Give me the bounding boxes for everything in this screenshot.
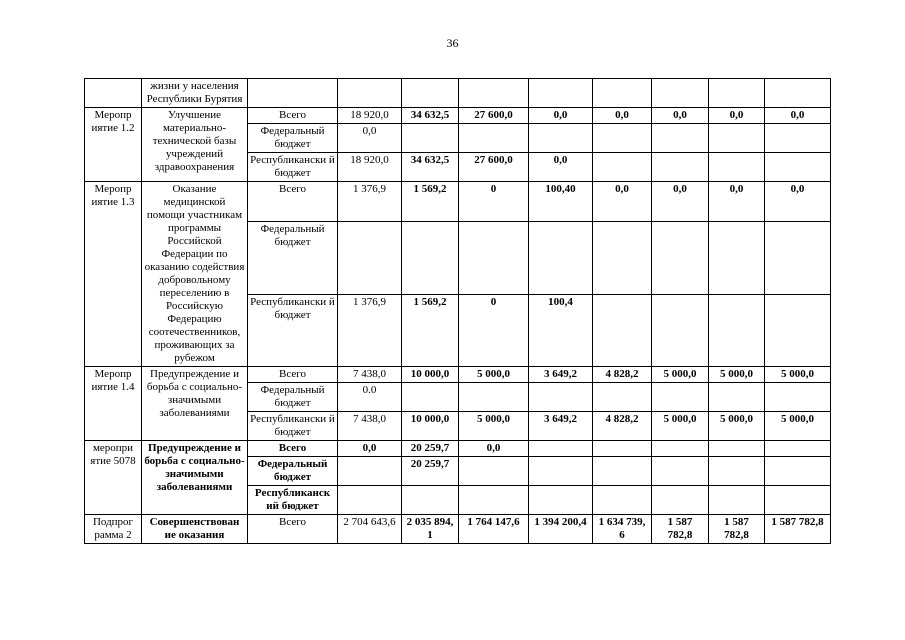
value-cell xyxy=(652,441,709,457)
value-cell xyxy=(765,486,831,515)
value-cell xyxy=(593,124,652,153)
value-cell: 34 632,5 xyxy=(402,108,459,124)
value-cell xyxy=(593,383,652,412)
source-cell: Федеральный бюджет xyxy=(248,222,338,295)
value-cell xyxy=(529,457,593,486)
source-cell: Федеральный бюджет xyxy=(248,124,338,153)
description-cell: Улучшение материально-технической базы учреждений здравоохранения xyxy=(142,108,248,182)
table-row xyxy=(85,515,831,544)
value-cell: 34 632,5 xyxy=(402,153,459,182)
description-cell: Предупреждение и борьба с социально-значимыми заболеваниями xyxy=(142,441,248,515)
value-cell: 0,0 xyxy=(459,441,529,457)
value-cell xyxy=(338,486,402,515)
value-cell: 0,0 xyxy=(529,108,593,124)
row-label-cell: Меропр иятие 1.4 xyxy=(85,367,142,441)
value-cell xyxy=(765,383,831,412)
value-cell: 1 587 782,8 xyxy=(709,515,765,544)
value-cell xyxy=(459,457,529,486)
value-cell: 0.0 xyxy=(338,383,402,412)
table-row xyxy=(85,182,831,222)
value-cell xyxy=(709,457,765,486)
value-cell xyxy=(765,124,831,153)
value-cell: 0,0 xyxy=(709,108,765,124)
value-cell xyxy=(593,457,652,486)
value-cell xyxy=(652,124,709,153)
value-cell xyxy=(529,441,593,457)
value-cell: 20 259,7 xyxy=(402,457,459,486)
value-cell xyxy=(709,79,765,108)
value-cell xyxy=(338,222,402,295)
value-cell: 27 600,0 xyxy=(459,153,529,182)
table-row xyxy=(85,367,831,383)
value-cell: 0,0 xyxy=(593,182,652,222)
value-cell xyxy=(709,383,765,412)
table-row xyxy=(85,441,831,457)
description-cell: Совершенствован ие оказания xyxy=(142,515,248,544)
value-cell xyxy=(709,294,765,367)
value-cell xyxy=(765,153,831,182)
value-cell: 0,0 xyxy=(338,124,402,153)
source-cell: Федеральный бюджет xyxy=(248,383,338,412)
value-cell xyxy=(338,79,402,108)
value-cell xyxy=(459,486,529,515)
value-cell: 27 600,0 xyxy=(459,108,529,124)
value-cell: 1 764 147,6 xyxy=(459,515,529,544)
description-cell: Оказание медицинской помощи участникам программы Российской Федерации по оказанию содействия добровольному переселению в Российскую Федерацию соотечественников, проживающих за рубежом xyxy=(142,182,248,367)
value-cell xyxy=(593,79,652,108)
value-cell: 0,0 xyxy=(593,108,652,124)
value-cell: 100,40 xyxy=(529,182,593,222)
value-cell xyxy=(765,294,831,367)
value-cell xyxy=(402,124,459,153)
value-cell: 0 xyxy=(459,294,529,367)
value-cell xyxy=(652,486,709,515)
value-cell xyxy=(529,383,593,412)
value-cell xyxy=(652,294,709,367)
value-cell: 5 000,0 xyxy=(709,412,765,441)
value-cell: 5 000,0 xyxy=(652,367,709,383)
table-row xyxy=(85,108,831,124)
value-cell xyxy=(593,486,652,515)
value-cell: 5 000,0 xyxy=(765,367,831,383)
source-cell: Всего xyxy=(248,441,338,457)
source-cell: Республикански й бюджет xyxy=(248,412,338,441)
budget-table xyxy=(84,78,831,544)
source-cell: Всего xyxy=(248,108,338,124)
source-cell: Республикански й бюджет xyxy=(248,153,338,182)
row-label-cell: Меропр иятие 1.2 xyxy=(85,108,142,182)
source-cell: Федеральный бюджет xyxy=(248,457,338,486)
value-cell: 1 376,9 xyxy=(338,294,402,367)
value-cell: 10 000,0 xyxy=(402,367,459,383)
value-cell: 4 828,2 xyxy=(593,412,652,441)
value-cell: 1 587 782,8 xyxy=(652,515,709,544)
value-cell xyxy=(652,79,709,108)
row-label-cell: Меропр иятие 1.3 xyxy=(85,182,142,367)
value-cell: 5 000,0 xyxy=(459,412,529,441)
value-cell: 1 394 200,4 xyxy=(529,515,593,544)
value-cell xyxy=(765,441,831,457)
value-cell xyxy=(593,153,652,182)
value-cell xyxy=(529,486,593,515)
value-cell: 4 828,2 xyxy=(593,367,652,383)
value-cell xyxy=(459,222,529,295)
value-cell xyxy=(593,294,652,367)
value-cell: 18 920,0 xyxy=(338,153,402,182)
source-cell: Республиканск ий бюджет xyxy=(248,486,338,515)
value-cell xyxy=(652,153,709,182)
source-cell: Всего xyxy=(248,367,338,383)
value-cell xyxy=(709,441,765,457)
value-cell: 1 569,2 xyxy=(402,182,459,222)
value-cell xyxy=(765,222,831,295)
source-cell xyxy=(248,79,338,108)
row-label-cell xyxy=(85,79,142,108)
value-cell: 0,0 xyxy=(652,108,709,124)
source-cell: Всего xyxy=(248,515,338,544)
value-cell xyxy=(593,441,652,457)
value-cell xyxy=(652,383,709,412)
row-label-cell: Подпрог рамма 2 xyxy=(85,515,142,544)
value-cell xyxy=(402,486,459,515)
value-cell: 7 438,0 xyxy=(338,367,402,383)
value-cell xyxy=(709,153,765,182)
budget-table-body xyxy=(85,79,831,544)
value-cell xyxy=(402,383,459,412)
value-cell: 0,0 xyxy=(765,182,831,222)
value-cell: 2 035 894, 1 xyxy=(402,515,459,544)
value-cell: 5 000,0 xyxy=(765,412,831,441)
value-cell: 100,4 xyxy=(529,294,593,367)
value-cell xyxy=(459,383,529,412)
value-cell xyxy=(709,222,765,295)
value-cell xyxy=(402,79,459,108)
value-cell xyxy=(459,124,529,153)
value-cell: 1 587 782,8 xyxy=(765,515,831,544)
value-cell xyxy=(652,222,709,295)
value-cell xyxy=(459,79,529,108)
row-label-cell: меропри ятие 5078 xyxy=(85,441,142,515)
source-cell: Всего xyxy=(248,182,338,222)
value-cell xyxy=(402,222,459,295)
value-cell xyxy=(652,457,709,486)
value-cell: 5 000,0 xyxy=(459,367,529,383)
table-row xyxy=(85,79,831,108)
value-cell xyxy=(529,222,593,295)
value-cell: 0,0 xyxy=(709,182,765,222)
value-cell: 20 259,7 xyxy=(402,441,459,457)
value-cell xyxy=(765,79,831,108)
value-cell: 18 920,0 xyxy=(338,108,402,124)
value-cell: 0,0 xyxy=(529,153,593,182)
value-cell: 3 649,2 xyxy=(529,412,593,441)
value-cell: 1 569,2 xyxy=(402,294,459,367)
value-cell: 10 000,0 xyxy=(402,412,459,441)
value-cell: 5 000,0 xyxy=(709,367,765,383)
value-cell xyxy=(709,124,765,153)
value-cell: 5 000,0 xyxy=(652,412,709,441)
value-cell: 0,0 xyxy=(652,182,709,222)
description-cell: жизни у населения Республики Бурятия xyxy=(142,79,248,108)
value-cell xyxy=(529,79,593,108)
value-cell xyxy=(593,222,652,295)
source-cell: Республикански й бюджет xyxy=(248,294,338,367)
value-cell: 0 xyxy=(459,182,529,222)
value-cell: 1 376,9 xyxy=(338,182,402,222)
value-cell xyxy=(709,486,765,515)
page-number: 36 xyxy=(446,36,459,50)
value-cell: 2 704 643,6 xyxy=(338,515,402,544)
value-cell: 7 438,0 xyxy=(338,412,402,441)
value-cell: 0,0 xyxy=(338,441,402,457)
value-cell xyxy=(529,124,593,153)
value-cell: 0,0 xyxy=(765,108,831,124)
budget-table-container xyxy=(84,78,831,544)
value-cell: 1 634 739, 6 xyxy=(593,515,652,544)
value-cell: 3 649,2 xyxy=(529,367,593,383)
value-cell xyxy=(765,457,831,486)
description-cell: Предупреждение и борьба с социально-значимыми заболеваниями xyxy=(142,367,248,441)
value-cell xyxy=(338,457,402,486)
